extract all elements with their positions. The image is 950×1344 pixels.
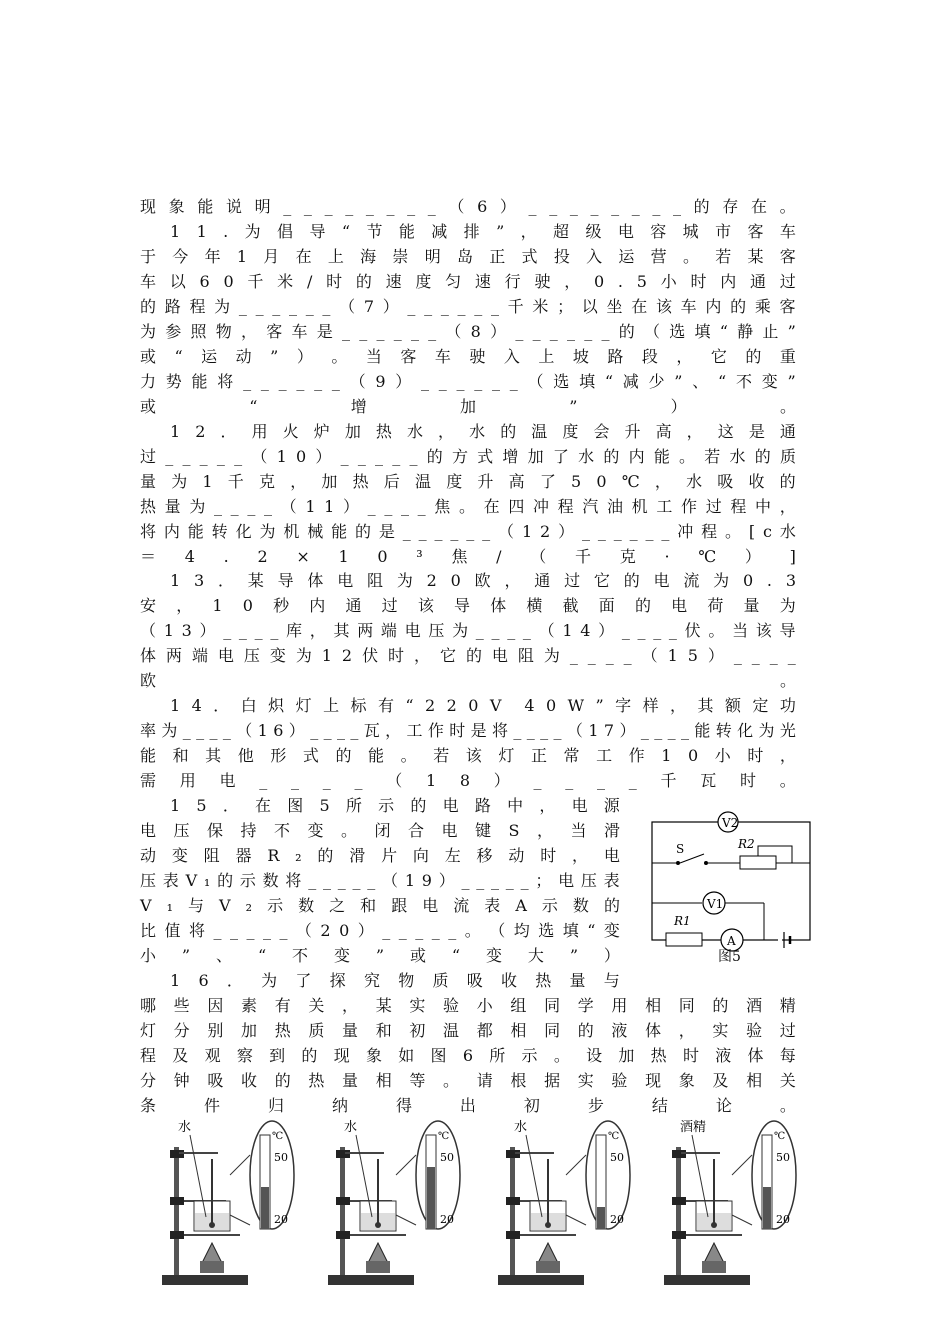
text-line: 或 “ 增 加 ” ） 。 — [140, 397, 796, 416]
tick-50-label: 50 — [274, 1151, 288, 1164]
text-line: 程 及 观 察 到 的 现 象 如 图 6 所 示 。 设 加 热 时 液 体 每 — [140, 1046, 796, 1065]
apparatus-setup — [326, 1115, 466, 1295]
apparatus-setup — [662, 1115, 802, 1295]
text-line: 哪 些 因 素 有 关 ， 某 实 验 小 组 同 学 用 相 同 的 酒 精 — [140, 996, 796, 1015]
text-line: 欧 。 — [140, 671, 796, 690]
v2-label: V2 — [722, 816, 739, 830]
text-line: 率 为 _ _ _ _ （ 1 6 ） _ _ _ _ 瓦 ， 工 作 时 是 将 _ _ _ _ （ 1 7 ） _ _ _ _ 能 转 化 为 光 — [140, 721, 796, 740]
figure-5-caption: 图5 — [718, 949, 741, 965]
text-line: 量 为 1 千 克 ， 加 热 后 温 度 升 高 了 5 0 ℃ ， 水 吸 收 的 — [140, 472, 796, 491]
text-line: 或 “ 运 动 ” ） 。 当 客 车 驶 入 上 坡 路 段 ， 它 的 重 — [140, 347, 796, 366]
apparatus-setup — [160, 1115, 300, 1295]
a-label: A — [727, 934, 736, 948]
v1-label: V1 — [707, 897, 724, 911]
tick-20-label: 20 — [776, 1213, 790, 1226]
text-line: 动 变 阻 器 R ₂ 的 滑 片 向 左 移 动 时 ， 电 — [140, 846, 620, 865]
text-line: 分 钟 吸 收 的 热 量 相 等 。 请 根 据 实 验 现 象 及 相 关 — [140, 1071, 796, 1090]
text-line: 1 3 ． 某 导 体 电 阻 为 2 0 欧 ， 通 过 它 的 电 流 为 0 . 3 — [170, 571, 796, 590]
text-line: 为 参 照 物 ， 客 车 是 _ _ _ _ _ _ （ 8 ） _ _ _ _ _ _ 的 （ 选 填 “ 静 止 ” — [140, 322, 796, 341]
tick-50-label: 50 — [440, 1151, 454, 1164]
text-line: 需 用 电 _ _ _ _ （ 1 8 ） _ _ _ _ 千 瓦 时 。 — [140, 771, 796, 790]
text-line: 过 _ _ _ _ _ （ 1 0 ） _ _ _ _ _ 的 方 式 增 加 了 水 的 内 能 。 若 水 的 质 — [140, 447, 796, 466]
r2-label: R2 — [738, 837, 755, 851]
text-line: 安 ， 1 0 秒 内 通 过 该 导 体 横 截 面 的 电 荷 量 为 — [140, 596, 796, 615]
liquid-label: 酒精 — [680, 1120, 707, 1135]
liquid-label: 水 — [514, 1120, 528, 1135]
text-line: 体 两 端 电 压 变 为 1 2 伏 时 ， 它 的 电 阻 为 _ _ _ _ （ 1 5 ） _ _ _ _ — [140, 646, 796, 665]
text-line: 现 象 能 说 明 _ _ _ _ _ _ _ _ （ 6 ） _ _ _ _ _ _ _ _ 的 存 在 。 — [140, 197, 796, 216]
unit-label: ℃ — [774, 1131, 786, 1142]
text-line: 1 4 ． 白 炽 灯 上 标 有 “ 2 2 0 V 4 0 W ” 字 样 ， 其 额 定 功 — [170, 696, 796, 715]
resistor-r2-icon — [740, 856, 776, 869]
tick-50-label: 50 — [776, 1151, 790, 1164]
unit-label: ℃ — [272, 1131, 284, 1142]
text-line: 1 6 ． 为 了 探 究 物 质 吸 收 热 量 与 — [170, 971, 620, 990]
text-line: 比 值 将 _ _ _ _ _ （ 2 0 ） _ _ _ _ _ 。 （ 均 选 填 “ 变 — [140, 921, 620, 940]
apparatus-setup — [496, 1115, 636, 1295]
unit-label: ℃ — [438, 1131, 450, 1142]
text-line: 条 件 归 纳 得 出 初 步 结 论 。 — [140, 1096, 796, 1115]
tick-20-label: 20 — [610, 1213, 624, 1226]
liquid-label: 水 — [178, 1120, 192, 1135]
text-line: 的 路 程 为 _ _ _ _ _ _ （ 7 ） _ _ _ _ _ _ 千 米 ； 以 坐 在 该 车 内 的 乘 客 — [140, 297, 796, 316]
r1-label: R1 — [674, 914, 691, 928]
liquid-label: 水 — [344, 1120, 358, 1135]
text-line: 力 势 能 将 _ _ _ _ _ _ （ 9 ） _ _ _ _ _ _ （ 选 填 “ 减 少 ” 、 “ 不 变 ” — [140, 372, 796, 391]
text-line: 电 压 保 持 不 变 。 闭 合 电 键 S ， 当 滑 — [140, 821, 620, 840]
unit-label: ℃ — [608, 1131, 620, 1142]
text-line: ＝ 4 . 2 × 1 0 ³ 焦 / （ 千 克 · ℃ ） ] — [140, 547, 796, 566]
resistor-r1-icon — [666, 933, 702, 946]
text-line: 能 和 其 他 形 式 的 能 。 若 该 灯 正 常 工 作 1 0 小 时 ， — [140, 746, 796, 765]
tick-20-label: 20 — [274, 1213, 288, 1226]
text-line: 灯 分 别 加 热 质 量 和 初 温 都 相 同 的 液 体 ， 实 验 过 — [140, 1021, 796, 1040]
text-line: 车 以 6 0 千 米 / 时 的 速 度 匀 速 行 驶 ， 0 . 5 小 时 内 通 过 — [140, 272, 796, 291]
text-line: （ 1 3 ） _ _ _ _ 库 ， 其 两 端 电 压 为 _ _ _ _ （ 1 4 ） _ _ _ _ 伏 。 当 该 导 — [140, 621, 796, 640]
text-line: 1 1 . 为 倡 导 “ 节 能 减 排 ” ， 超 级 电 容 城 市 客 车 — [170, 222, 796, 241]
tick-20-label: 20 — [440, 1213, 454, 1226]
text-line: V ₁ 与 V ₂ 示 数 之 和 跟 电 流 表 A 示 数 的 — [140, 896, 620, 915]
text-line: 压 表 V ₁ 的 示 数 将 _ _ _ _ _ （ 1 9 ） _ _ _ _ _ ； 电 压 表 — [140, 871, 620, 890]
text-line: 于 今 年 1 月 在 上 海 崇 明 岛 正 式 投 入 运 营 。 若 某 客 — [140, 247, 796, 266]
tick-50-label: 50 — [610, 1151, 624, 1164]
text-line: 将 内 能 转 化 为 机 械 能 的 是 _ _ _ _ _ _ （ 1 2 ） _ _ _ _ _ _ 冲 程 。 [ c 水 — [140, 522, 796, 541]
s-label: S — [676, 842, 685, 856]
circuit-diagram — [646, 808, 816, 968]
text-line: 热 量 为 _ _ _ _ （ 1 1 ） _ _ _ _ 焦 。 在 四 冲 程 汽 油 机 工 作 过 程 中 ， — [140, 497, 796, 516]
figure-5-circuit — [646, 808, 816, 968]
text-line: 1 5 ． 在 图 5 所 示 的 电 路 中 ， 电 源 — [170, 796, 620, 815]
text-line: 1 2 ． 用 火 炉 加 热 水 ， 水 的 温 度 会 升 高 ， 这 是 通 — [170, 422, 796, 441]
text-line: 小 ” 、 “ 不 变 ” 或 “ 变 大 ” ） — [140, 946, 620, 965]
